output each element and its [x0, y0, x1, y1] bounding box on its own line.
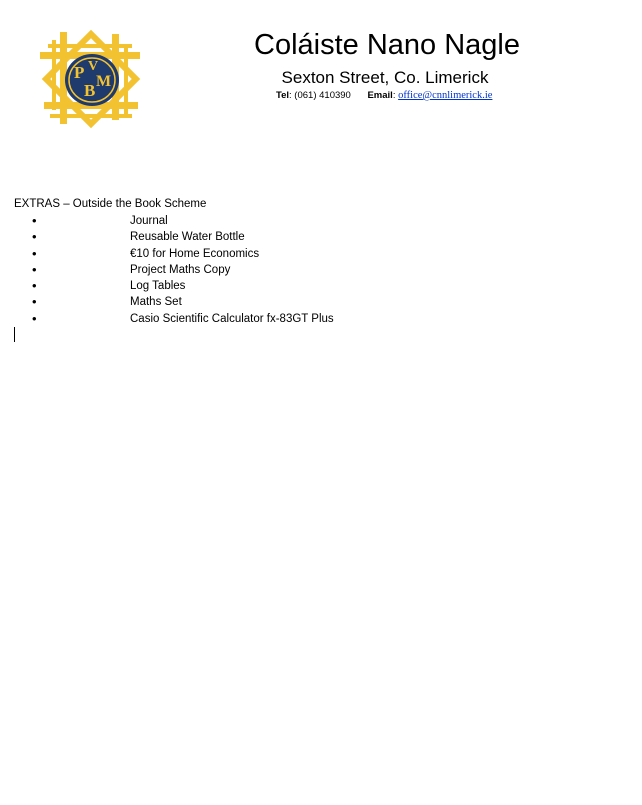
contact-line [276, 90, 492, 102]
list-item [0, 213, 642, 229]
bullet-icon: • [32, 229, 37, 245]
list-item-text: Journal [130, 215, 168, 227]
extras-list [0, 213, 642, 327]
bullet-icon: • [32, 213, 37, 228]
list-item-text: Project Maths Copy [130, 263, 231, 276]
email-separator: : [392, 90, 399, 101]
email-label: Email [367, 90, 393, 101]
list-item [0, 311, 642, 327]
extras-title: EXTRAS – Outside the Book Scheme [14, 198, 207, 210]
bullet-icon: • [32, 278, 37, 294]
bullet-icon: • [32, 261, 37, 277]
list-item [0, 262, 642, 278]
list-item-text: €10 for Home Economics [130, 247, 260, 260]
school-crest-icon [38, 30, 144, 128]
email-link[interactable]: office@cnnlimerick.ie [398, 90, 493, 101]
list-item-text: Log Tables [130, 280, 186, 293]
svg-text:B: B [84, 81, 96, 100]
svg-text:P: P [74, 63, 85, 82]
bullet-icon: • [32, 310, 37, 326]
list-item-text: Reusable Water Bottle [130, 231, 245, 244]
svg-text:M: M [96, 73, 112, 90]
school-name: Coláiste Nano Nagle [254, 29, 520, 61]
text-cursor[interactable] [14, 327, 15, 342]
list-item [0, 294, 642, 310]
list-item-text: Maths Set [130, 296, 182, 309]
tel-value: : (061) 410390 [289, 90, 351, 101]
tel-label: Tel [276, 90, 290, 101]
list-item [0, 246, 642, 262]
school-logo [38, 30, 144, 128]
list-item-text: Casio Scientific Calculator fx-83GT Plus [130, 312, 334, 325]
list-item [0, 278, 642, 294]
bullet-icon: • [32, 294, 37, 310]
school-address: Sexton Street, Co. Limerick [281, 68, 489, 87]
list-item [0, 229, 642, 245]
svg-text:V: V [88, 59, 99, 74]
bullet-icon: • [32, 245, 37, 261]
